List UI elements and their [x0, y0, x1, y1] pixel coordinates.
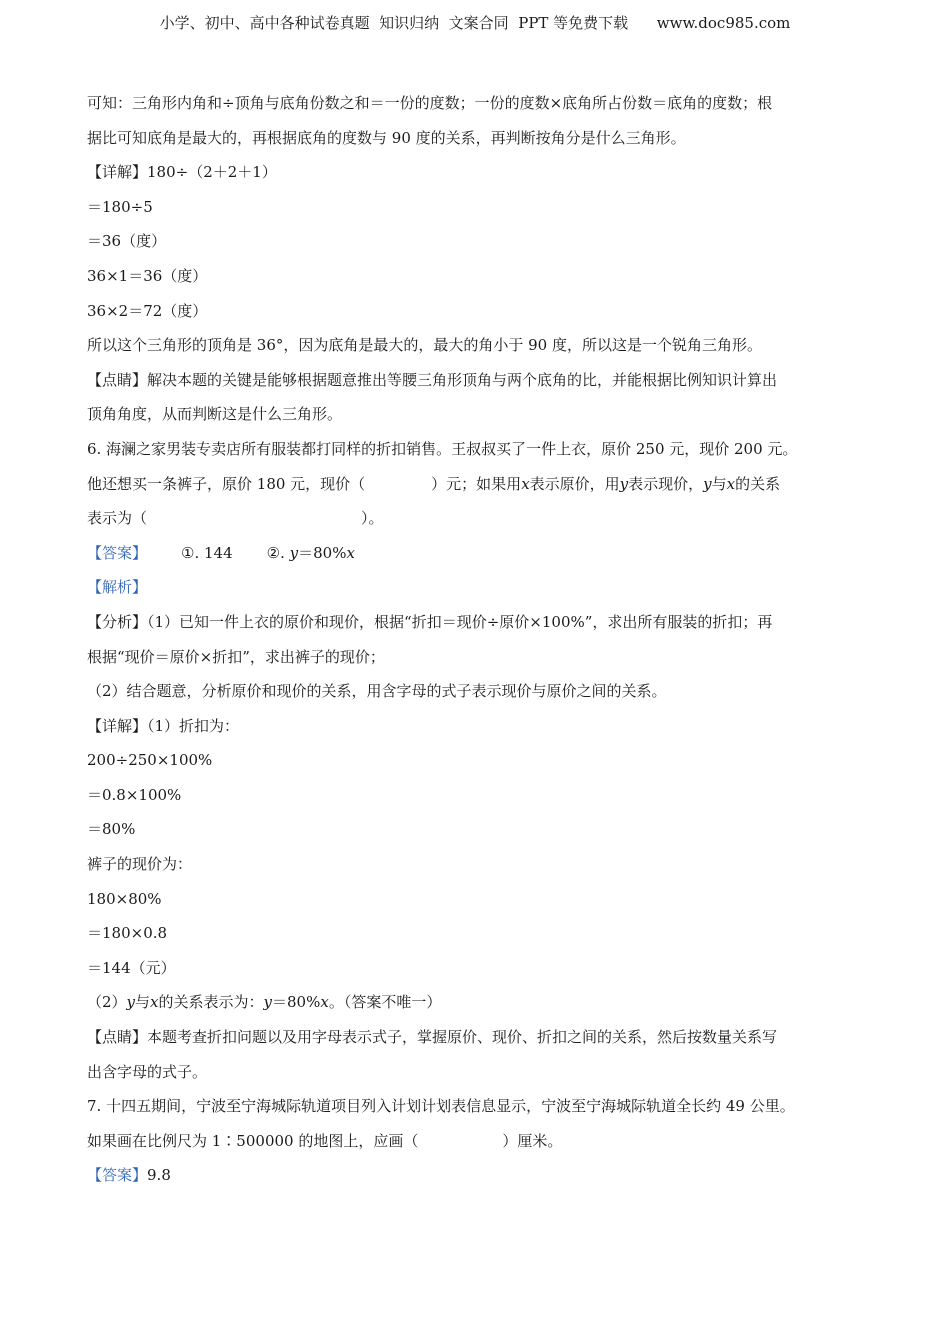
q7-question-line-1: 7. 十四五期间，宁波至宁海城际轨道项目列入计划计划表信息显示，宁波至宁海城际轨道全长约 49 公里。	[87, 1097, 795, 1116]
detail-label: 【详解】	[87, 163, 148, 182]
analysis-head: 【分析】	[87, 612, 148, 631]
intro-line-2: 据比可知底角是最大的，再根据底角的度数与 90 度的关系，再判断按角分是什么三角形。	[87, 128, 686, 147]
calc-step: ＝0.8×100%	[87, 785, 182, 804]
variable-x: x	[150, 993, 159, 1012]
variable-y: y	[703, 474, 712, 493]
calc-step: 180×80%	[87, 889, 162, 908]
q6-analysis-line-1: 【分析】（1）已知一件上衣的原价和现价，根据“折扣＝现价÷原价×100%”，求出所有服装的折扣；再	[87, 612, 773, 631]
q6-question-line-1: 6. 海澜之家男装专卖店所有服装都打同样的折扣销售。王叔叔买了一件上衣，原价 250 元，现价 200 元。	[87, 439, 798, 458]
variable-y: y	[263, 993, 273, 1012]
document-body	[87, 86, 877, 1193]
q7-answer	[87, 1158, 877, 1193]
q5-conclusion: 所以这个三角形的顶角是 36°，因为底角是最大的，最大的角小于 90 度，所以这是一个锐角三角形。	[87, 336, 762, 355]
detail-expression: 180÷（2＋2＋1）	[147, 163, 277, 182]
answer-label: 【答案】	[87, 543, 148, 562]
q6-tip-line-1: 【点睛】本题考查折扣问题以及用字母表示式子，掌握原价、现价、折扣之间的关系，然后按数量关系写	[87, 1028, 778, 1047]
q6-detail-first: 【详解】（1）折扣为：	[87, 716, 240, 735]
calc-step: ＝36（度）	[87, 232, 167, 251]
calc-step: ＝180×0.8	[87, 924, 168, 943]
variable-x: x	[726, 474, 736, 493]
tip-label: 【点睛】	[87, 370, 148, 389]
q5-tip-line-1	[87, 363, 877, 398]
pants-price-label: 裤子的现价为：	[87, 855, 193, 874]
q5-tip-line-2: 顶角角度，从而判断这是什么三角形。	[87, 405, 343, 424]
intro-line-1: 可知：三角形内角和÷顶角与底角份数之和＝一份的度数；一份的度数×底角所占份数＝底角的度数；根	[87, 94, 773, 112]
variable-x: x	[320, 993, 329, 1012]
q7-question-line-2: 如果画在比例尺为 1∶500000 的地图上，应画（ ）厘米。	[87, 1131, 563, 1150]
q6-analysis-line-3: （2）结合题意，分析原价和现价的关系，用含字母的式子表示现价与原价之间的关系。	[87, 682, 667, 701]
answer-2-prefix: ②.	[266, 543, 285, 562]
variable-y: y	[126, 993, 136, 1012]
variable-x: x	[346, 543, 355, 562]
calc-step: 36×1＝36（度）	[87, 266, 208, 285]
answer-value: 9.8	[147, 1166, 171, 1185]
analysis-label: 【解析】	[87, 578, 148, 597]
answer-2-equation: ＝80%	[298, 543, 347, 562]
q6-question-line-2: 他还想买一条裤子，原价 180 元，现价（ ）元；如果用x表示原价，用y表示现价，y与x的关系	[87, 474, 781, 493]
variable-y: y	[289, 543, 299, 562]
variable-x: x	[521, 474, 530, 493]
q6-answer	[87, 536, 877, 571]
calc-step: ＝180÷5	[87, 197, 153, 216]
calc-step: 200÷250×100%	[87, 751, 213, 770]
tip-text: 解决本题的关键是能够根据题意推出等腰三角形顶角与两个底角的比，并能根据比例知识计算出	[147, 370, 778, 389]
q6-analysis-line-2: 根据“现价＝原价×折扣”，求出裤子的现价；	[87, 647, 385, 666]
answer-1: ①. 144	[181, 543, 233, 562]
q6-relation: （2）y与x的关系表示为：y＝80%x。（答案不唯一）	[87, 993, 442, 1012]
calc-step: ＝80%	[87, 820, 136, 839]
variable-y: y	[619, 474, 629, 493]
q6-tip-line-2: 出含字母的式子。	[87, 1062, 208, 1081]
calc-step: ＝144（元）	[87, 958, 176, 977]
answer-label: 【答案】	[87, 1166, 148, 1185]
q6-question-line-3: 表示为（ ）。	[87, 509, 384, 528]
detail-label: 【详解】	[87, 716, 148, 735]
page-header: 小学、初中、高中各种试卷真题 知识归纳 文案合同 PPT 等免费下载 www.doc985.com	[159, 14, 791, 32]
calc-step: 36×2＝72（度）	[87, 301, 208, 320]
tip-label: 【点睛】	[87, 1028, 148, 1047]
q5-detail-first	[87, 155, 877, 190]
